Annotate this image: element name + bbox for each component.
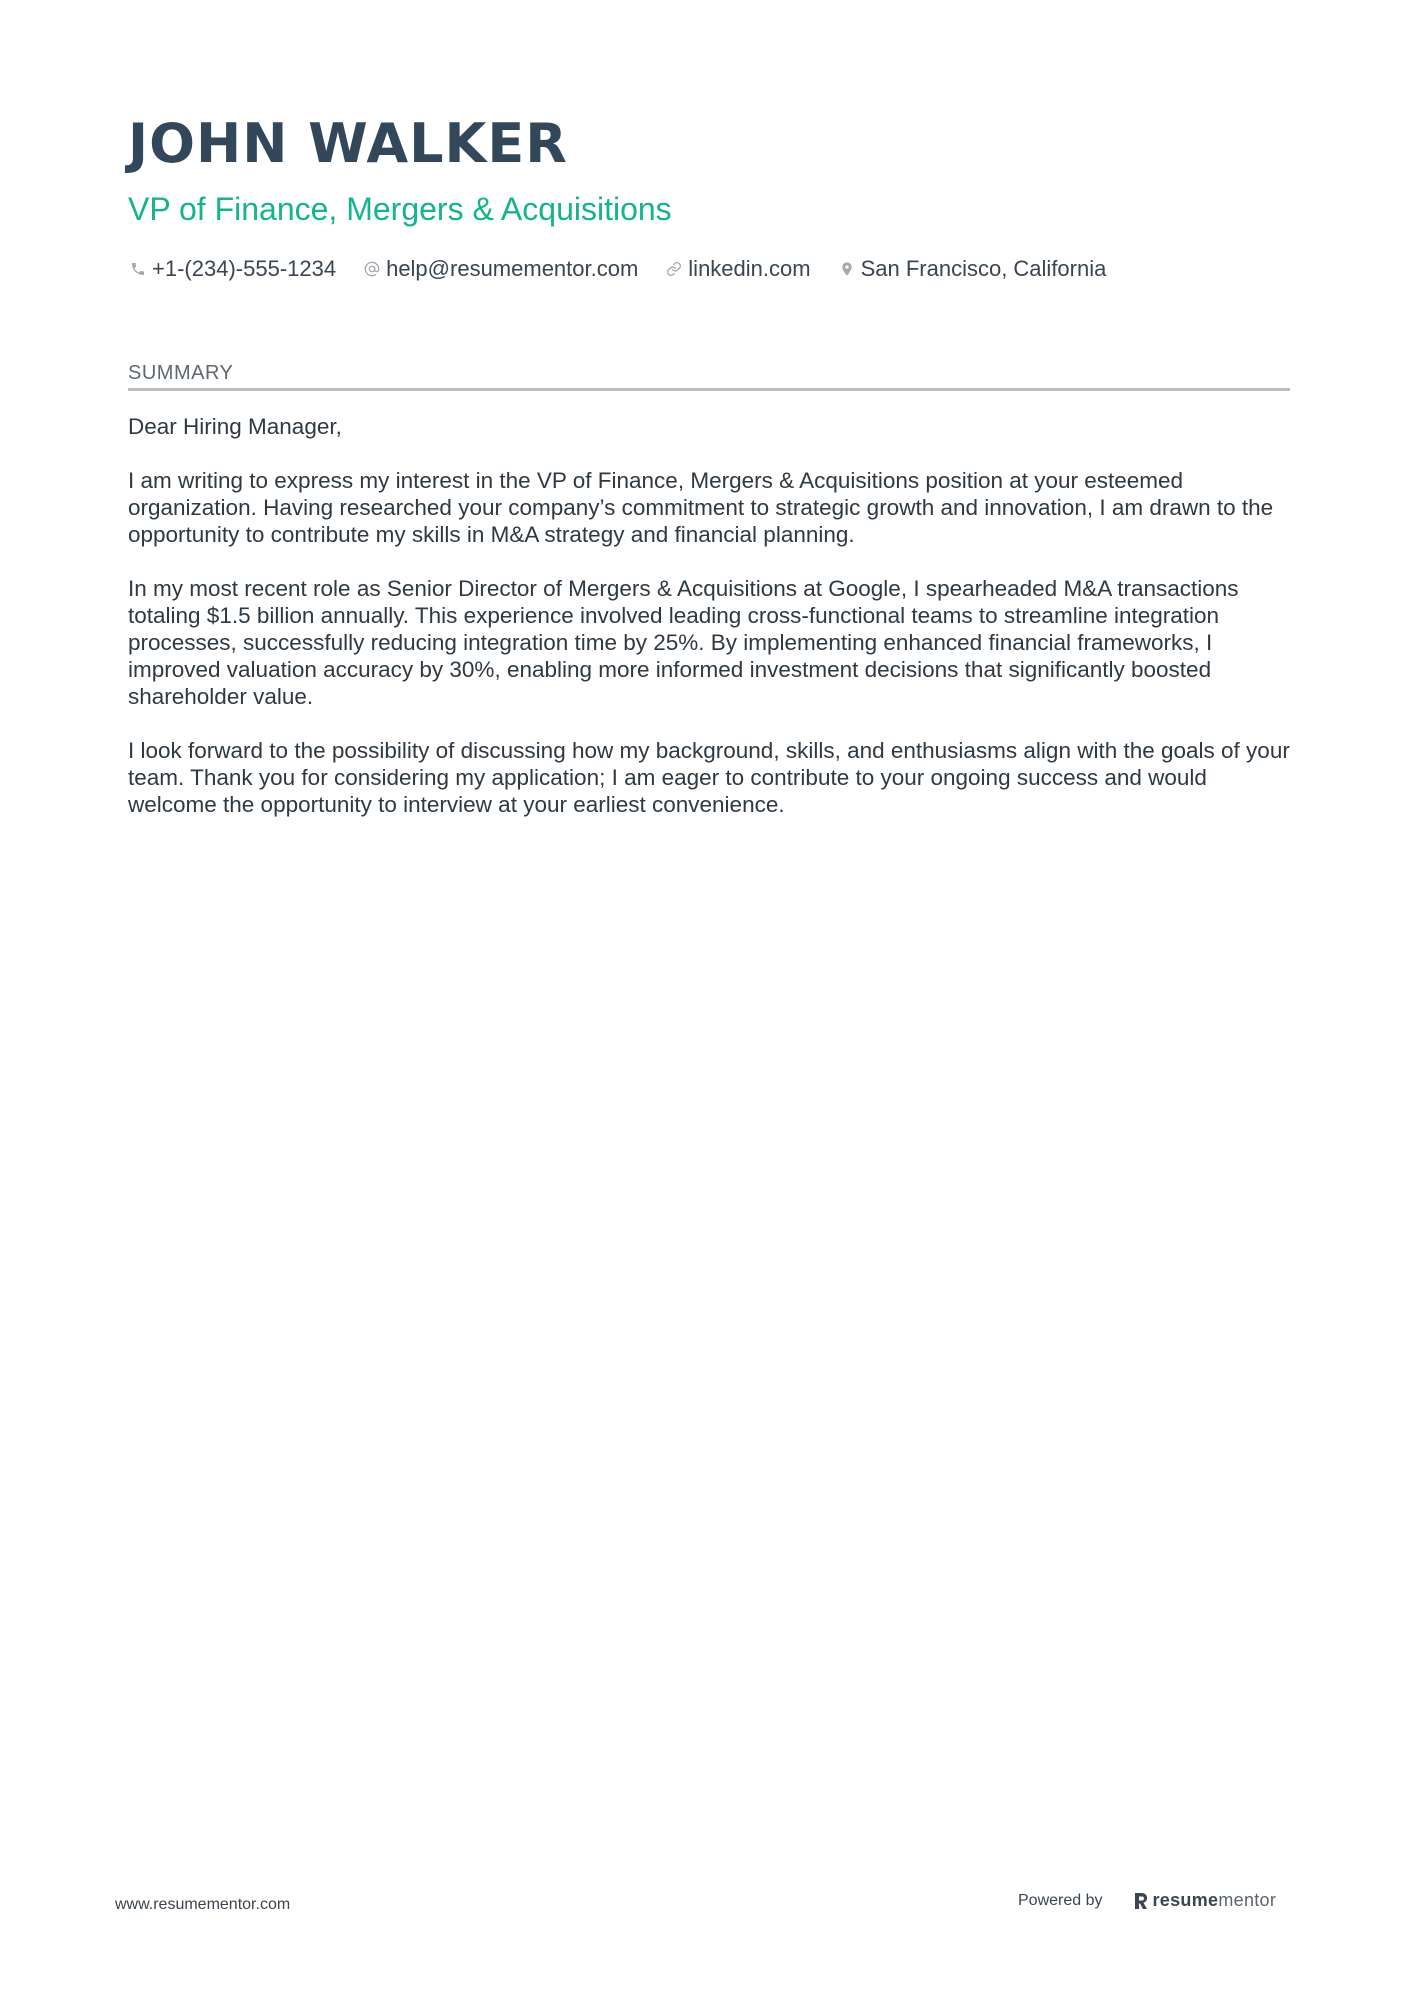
letter-paragraph: In my most recent role as Senior Director of Mergers & Acquisitions at Google, I spearheaded M&A transactions totaling $1.5 billion annually. This experience involved leading cross-functional teams to streamline integration processes, successfully reducing integration time by 25%. By implementing enhanced financial frameworks, I improved valuation accuracy by 30%, enabling more informed investment decisions that significantly boosted shareholder value. — [128, 576, 1239, 709]
candidate-name: JOHN WALKER — [128, 112, 568, 175]
contact-location — [837, 254, 1107, 284]
brand-name-part1: resume — [1152, 1890, 1219, 1910]
email-address[interactable]: help@resumementor.com — [386, 256, 639, 281]
phone-number: +1-(234)-555-1234 — [152, 256, 337, 281]
salutation: Dear Hiring Manager, — [128, 414, 342, 439]
contact-linkedin — [664, 254, 810, 284]
section-heading: SUMMARY — [128, 360, 1290, 391]
resumementor-logo-icon — [1133, 1891, 1149, 1911]
contact-phone — [128, 254, 336, 284]
contact-row — [128, 254, 1288, 284]
cover-letter-body — [128, 413, 1290, 818]
at-icon — [362, 259, 382, 279]
footer-branding — [1018, 1890, 1276, 1911]
footer-website[interactable]: www.resumementor.com — [115, 1896, 291, 1913]
summary-section — [128, 360, 1290, 845]
brand-logo[interactable] — [1133, 1890, 1277, 1911]
powered-by-label: Powered by — [1018, 1891, 1103, 1909]
location-pin-icon — [837, 259, 857, 279]
location-text: San Francisco, California — [860, 256, 1107, 281]
job-title: VP of Finance, Mergers & Acquisitions — [128, 191, 672, 227]
phone-icon — [128, 259, 148, 279]
brand-name-part2: mentor — [1218, 1890, 1277, 1910]
letter-paragraph: I am writing to express my interest in the VP of Finance, Mergers & Acquisitions position at your esteemed organization. Having researched your company’s commitment to strategic growth and innovation, I am drawn to the opportunity to contribute my skills in M&A strategy and financial planning. — [128, 468, 1274, 547]
linkedin-link[interactable]: linkedin.com — [688, 256, 811, 281]
letter-paragraph: I look forward to the possibility of discussing how my background, skills, and enthusiasms align with the goals of your team. Thank you for considering my application; I am eager to contribute to your ongoing success and would welcome the opportunity to interview at your earliest convenience. — [128, 738, 1290, 817]
contact-email — [362, 254, 638, 284]
header — [128, 108, 1288, 284]
link-icon — [664, 259, 684, 279]
